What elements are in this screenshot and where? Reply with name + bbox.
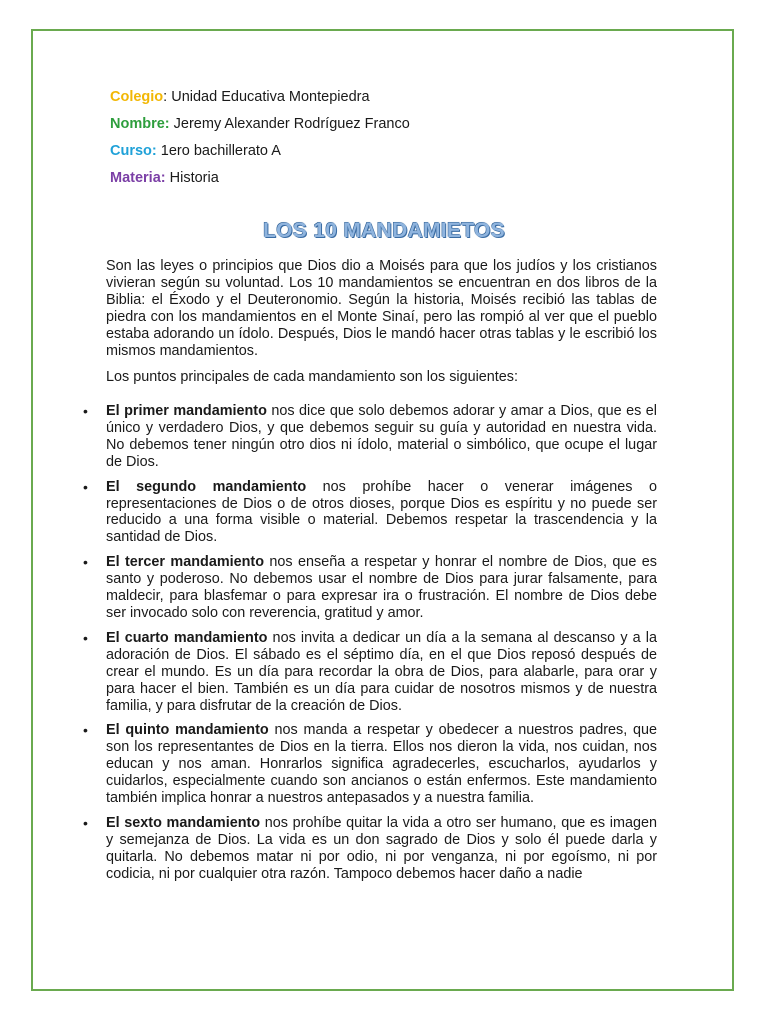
student-header	[110, 84, 410, 192]
list-item	[83, 629, 657, 715]
commandments-list	[0, 403, 768, 891]
commandment-heading: El segundo mandamiento	[106, 478, 307, 495]
intro-subheading: Los puntos principales de cada mandamiento son los siguientes:	[106, 369, 518, 385]
intro-paragraph: Son las leyes o principios que Dios dio a Moisés para que los judíos y los cristianos vivieran según su voluntad. Los 10 mandamientos se encuentran en dos libros de la Biblia: el Éxodo y el Deuteronomio. Según la historia, Moisés recibió las tablas de piedra con los mandamientos en el Monte Sinaí, pero las rompió al ver que el pueblo estaba adorando un ídolo. Después, Dios le mandó hacer otras tablas y le escribió los mismos mandamientos.	[106, 258, 657, 359]
commandment-heading: El tercer mandamiento	[106, 554, 264, 571]
commandment-text: nos dice que solo debemos adorar y amar a Dios, que es el único y verdadero Dios, y que debemos seguir su guía y autoridad en nuestra vida. No debemos tener ningún otro dios ni ídolo, material o simbólico, que ocupe el lugar de Dios.	[106, 403, 658, 470]
document-title: LOS 10 MANDAMIETOS	[263, 219, 505, 242]
header-row-curso	[110, 138, 410, 165]
commandment-heading: El primer mandamiento	[106, 403, 267, 419]
curso-label: Curso:	[110, 143, 157, 159]
commandment-text: nos prohíbe hacer o venerar imágenes o representaciones de Dios o de otros dioses, porque Dios es espíritu y no puede ser reducido a una forma visible o material. Debemos respetar la trascendencia y la santidad de Dios.	[106, 478, 657, 546]
header-row-colegio	[110, 84, 410, 111]
header-row-nombre	[110, 111, 410, 138]
header-row-materia	[110, 165, 410, 192]
nombre-label: Nombre:	[110, 116, 170, 132]
commandment-heading: El cuarto mandamiento	[106, 629, 268, 646]
bullet-icon: •	[83, 629, 88, 646]
bullet-icon: •	[83, 478, 88, 495]
commandment-heading: El sexto mandamiento	[106, 814, 261, 831]
nombre-value: Jeremy Alexander Rodríguez Franco	[169, 116, 410, 132]
curso-value: 1ero bachillerato A	[156, 143, 281, 159]
bullet-icon: •	[83, 722, 88, 739]
list-item	[83, 722, 657, 807]
bullet-icon: •	[83, 403, 88, 419]
bullet-icon: •	[83, 554, 88, 571]
list-item	[83, 478, 657, 547]
commandment-text: nos invita a dedicar un día a la semana al descanso y a la adoración de Dios. El sábado es el séptimo día, en el que Dios reposó después de crear el mundo. Es un día para recordar la obra de Dios, para alabarle, para orar y para hacer el bien. También es un día para cuidar de nosotros mismos y de nuestra familia, y para disfrutar de la creación de Dios.	[106, 629, 657, 714]
commandment-text: nos prohíbe quitar la vida a otro ser humano, que es imagen y semejanza de Dios. La vida es un don sagrado de Dios y solo él puede darla y quitarla. No debemos matar ni por odio, ni por venganza, ni por egoísmo, ni por codicia, ni por cualquier otra razón. Tampoco debemos hacer daño a nadie	[106, 814, 657, 882]
list-item	[83, 814, 657, 883]
commandment-heading: El quinto mandamiento	[106, 722, 269, 739]
materia-value: Historia	[165, 170, 219, 186]
commandment-text: nos manda a respetar y obedecer a nuestros padres, que son los representantes de Dios en la tierra. Ellos nos dieron la vida, nos cuidan, nos educan y nos aman. Honrarlos significa agradecerles, escucharlos, ayudarlos y cuidarlos, especialmente cuando son ancianos o están enfermos. Este mandamiento también implica honrar a nuestros antepasados y a nuestra familia.	[106, 722, 657, 807]
list-item	[83, 554, 657, 622]
materia-label: Materia:	[110, 170, 166, 186]
commandment-text: nos enseña a respetar y honrar el nombre de Dios, que es santo y poderoso. No debemos usar el nombre de Dios para jurar falsamente, para maldecir, para blasfemar o para expresar ira o frustración. El nombre de Dios debe ser invocado solo con reverencia, gratitud y amor.	[106, 554, 657, 621]
bullet-icon: •	[83, 814, 88, 831]
list-item	[83, 403, 658, 471]
colegio-label: Colegio	[110, 89, 164, 105]
colegio-value: : Unidad Educativa Montepiedra	[163, 89, 370, 105]
